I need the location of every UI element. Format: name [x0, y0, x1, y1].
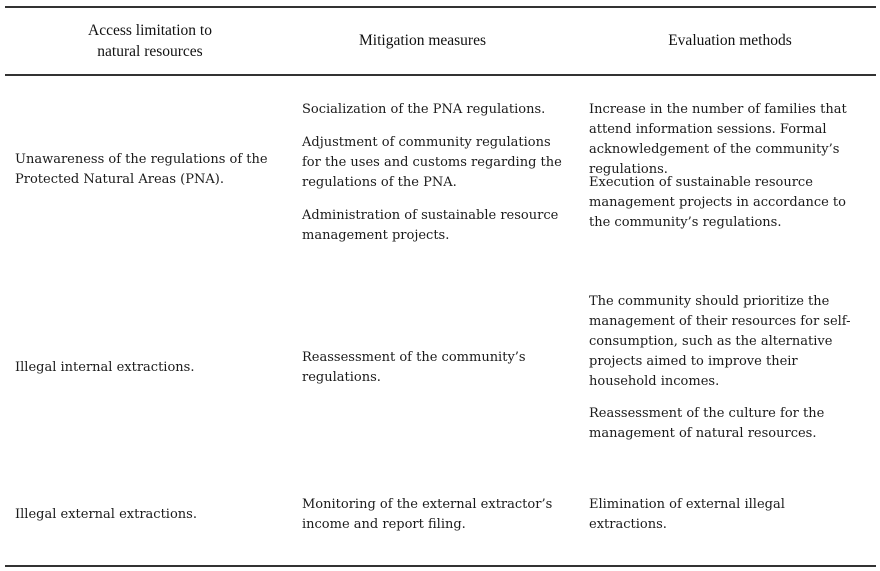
text-line: management of natural resources. — [589, 426, 817, 441]
evaluation-paragraph — [589, 292, 851, 392]
text-line: management projects. — [302, 228, 450, 243]
bottom-rule — [5, 565, 876, 567]
text-line: Unawareness of the regulations of the — [15, 152, 268, 167]
header-evaluation: Evaluation methods — [668, 32, 792, 49]
header-line: natural resources — [97, 43, 203, 60]
limitation-cell — [15, 150, 268, 190]
text-line: management projects in accordance to — [589, 195, 846, 210]
text-line: management of their resources for self- — [589, 314, 851, 329]
text-line: regulations. — [302, 370, 381, 385]
text-line: Protected Natural Areas (PNA). — [15, 172, 224, 187]
text-line: for the uses and customs regarding the — [302, 155, 562, 170]
text-line: Socialization of the PNA regulations. — [302, 102, 546, 117]
text-line: Reassessment of the culture for the — [589, 406, 825, 421]
text-line: consumption, such as the alternative — [589, 334, 833, 349]
text-line: household incomes. — [589, 374, 720, 389]
text-line: Adjustment of community regulations — [302, 135, 551, 150]
text-line: Illegal internal extractions. — [15, 360, 195, 375]
header-access-limitation — [20, 20, 280, 62]
text-line: The community should prioritize the — [589, 294, 830, 309]
evaluation-paragraph — [589, 495, 785, 535]
text-line: the community’s regulations. — [589, 215, 782, 230]
mitigation-paragraph — [302, 206, 558, 246]
evaluation-paragraph — [589, 404, 824, 444]
text-line: Execution of sustainable resource — [589, 175, 813, 190]
text-line: regulations. — [589, 162, 668, 177]
text-line: Elimination of external illegal — [589, 497, 785, 512]
top-rule — [5, 6, 876, 8]
text-line: attend information sessions. Formal — [589, 122, 827, 137]
text-line: Illegal external extractions. — [15, 507, 197, 522]
header-line: Access limitation to — [88, 22, 212, 39]
mitigation-paragraph — [302, 133, 562, 193]
text-line: acknowledgement of the community’s — [589, 142, 840, 157]
text-line: Monitoring of the external extractor’s — [302, 497, 553, 512]
text-line: income and report filing. — [302, 517, 466, 532]
text-line: Administration of sustainable resource — [302, 208, 559, 223]
text-line: Increase in the number of families that — [589, 102, 847, 117]
text-line: projects aimed to improve their — [589, 354, 798, 369]
mitigation-paragraph — [302, 100, 545, 120]
text-line: Reassessment of the community’s — [302, 350, 526, 365]
mitigation-paragraph — [302, 348, 526, 388]
mitigation-paragraph — [302, 495, 552, 535]
header-mitigation: Mitigation measures — [359, 32, 486, 49]
header-rule — [5, 74, 876, 76]
evaluation-paragraph — [589, 100, 847, 180]
limitation-cell — [15, 358, 194, 378]
evaluation-paragraph — [589, 173, 846, 233]
text-line: extractions. — [589, 517, 667, 532]
limitation-cell — [15, 505, 197, 525]
text-line: regulations of the PNA. — [302, 175, 457, 190]
